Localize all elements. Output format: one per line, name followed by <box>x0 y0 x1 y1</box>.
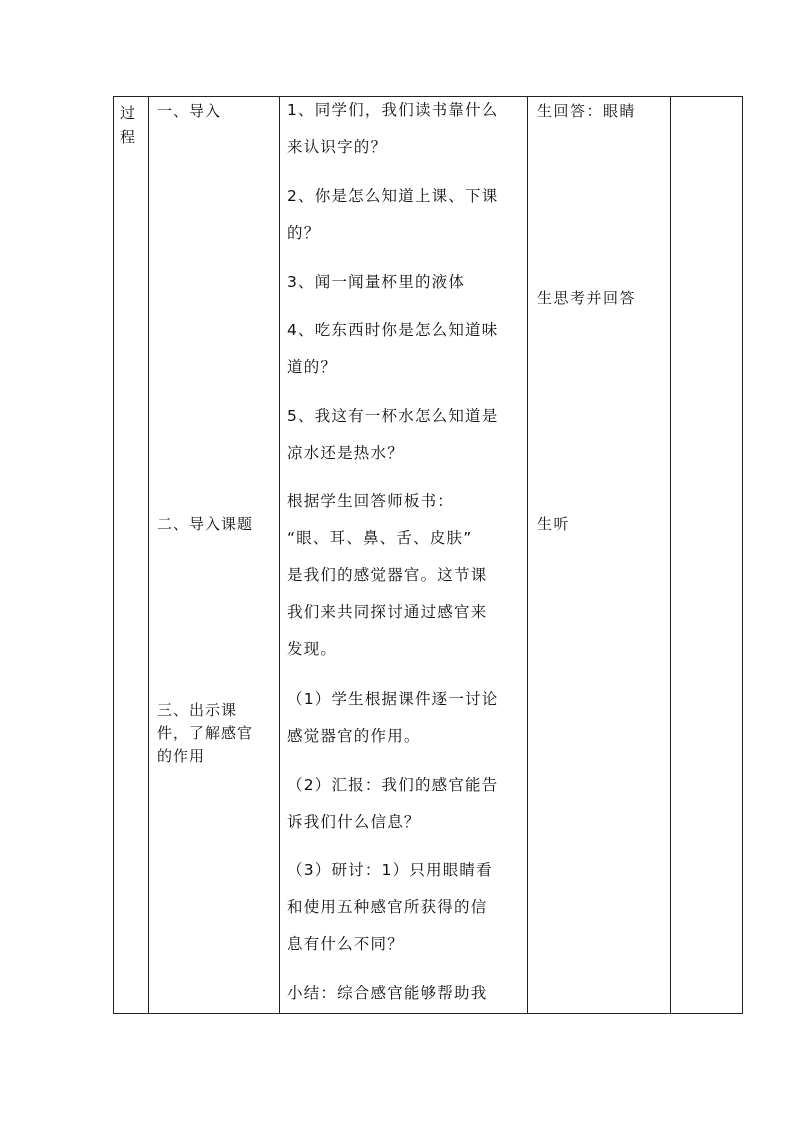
teacher-p2 <box>287 767 525 841</box>
teacher-line: （1）学生根据课件逐一讨论 <box>287 690 499 708</box>
section-show <box>157 699 253 768</box>
teacher-line: 1、同学们，我们读书靠什么 <box>287 101 499 119</box>
lesson-table <box>113 96 743 1014</box>
teacher-q2 <box>287 178 525 252</box>
student-answer-2: 生思考并回答 <box>537 289 637 307</box>
teacher-line: 4、吃东西时你是怎么知道味 <box>287 321 499 339</box>
teacher-line: 感觉器官的作用。 <box>287 727 421 745</box>
teacher-line: 来认识字的？ <box>287 138 388 156</box>
teacher-p3 <box>287 852 525 963</box>
process-char: 程 <box>120 128 136 146</box>
section-topic: 二、导入课题 <box>157 515 254 533</box>
section-intro: 一、导入 <box>157 102 222 120</box>
column-divider <box>148 97 149 1013</box>
teacher-line: 小结：综合感官能够帮助我 <box>287 984 488 1002</box>
teacher-q4 <box>287 312 525 386</box>
teacher-p1 <box>287 681 525 755</box>
section-show-line: 的作用 <box>157 747 206 765</box>
section-show-line: 件，了解感官 <box>157 724 254 742</box>
teacher-line: （3）研讨：1）只用眼睛看 <box>287 861 493 879</box>
teacher-q3 <box>287 264 525 301</box>
teacher-line: 是我们的感觉器官。这节课 <box>287 566 488 584</box>
teacher-line: 发现。 <box>287 640 338 658</box>
teacher-line: 道的？ <box>287 358 338 376</box>
student-answer-3: 生听 <box>537 515 571 533</box>
teacher-line: （2）汇报：我们的感官能告 <box>287 776 499 794</box>
column-divider <box>670 97 671 1013</box>
teacher-line: 根据学生回答师板书： <box>287 492 455 510</box>
process-label <box>120 101 144 149</box>
teacher-line: 2、你是怎么知道上课、下课 <box>287 187 499 205</box>
teacher-q1 <box>287 92 525 166</box>
teacher-line: 5、我这有一杯水怎么知道是 <box>287 407 499 425</box>
column-divider <box>527 97 528 1013</box>
teacher-line: 3、闻一闻量杯里的液体 <box>287 273 466 291</box>
teacher-summary <box>287 975 525 1012</box>
teacher-line: 诉我们什么信息？ <box>287 813 421 831</box>
teacher-line: 和使用五种感官所获得的信 <box>287 898 488 916</box>
teacher-line: 息有什么不同？ <box>287 935 404 953</box>
teacher-q5 <box>287 398 525 472</box>
student-answer-1: 生回答：眼睛 <box>537 102 637 120</box>
teacher-line: “眼、耳、鼻、舌、皮肤” <box>287 529 473 547</box>
teacher-line: 的？ <box>287 224 321 242</box>
teacher-line: 我们来共同探讨通过感官来 <box>287 603 488 621</box>
teacher-line: 凉水还是热水？ <box>287 444 404 462</box>
teacher-board <box>287 483 525 668</box>
column-divider <box>279 97 280 1013</box>
section-show-line: 三、出示课 <box>157 701 238 719</box>
process-char: 过 <box>120 104 136 122</box>
